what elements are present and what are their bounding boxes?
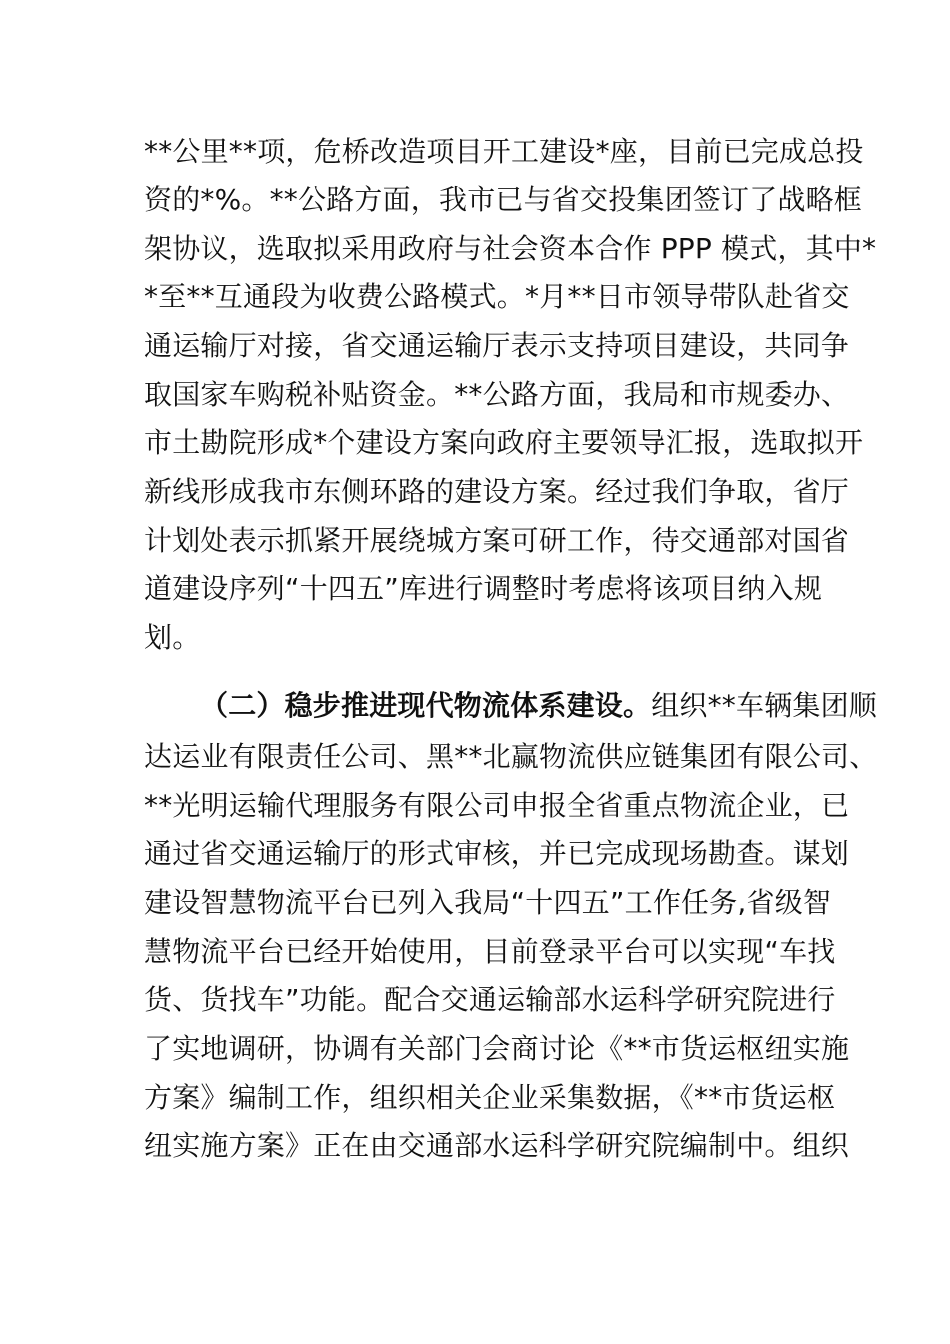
- text-line: 了实地调研，协调有关部门会商讨论《**市货运枢纽实施: [144, 1032, 850, 1065]
- text-line: [200, 686, 877, 726]
- section-heading: （二）稳步推进现代物流体系建设。: [200, 689, 652, 722]
- heading-line-rest: 组织**车辆集团顺: [651, 689, 878, 722]
- text-line: 市土勘院形成*个建设方案向政府主要领导汇报，选取拟开: [144, 426, 864, 459]
- text-line: 通过省交通运输厅的形式审核，并已完成现场勘查。谋划: [144, 837, 850, 870]
- text-line: 慧物流平台已经开始使用，目前登录平台可以实现“车找: [144, 935, 836, 968]
- text-line: 方案》编制工作，组织相关企业采集数据，《**市货运枢: [144, 1081, 836, 1114]
- text-line: 达运业有限责任公司、黑**北赢物流供应链集团有限公司、: [144, 740, 878, 773]
- text-line: 架协议，选取拟采用政府与社会资本合作 PPP 模式，其中*: [144, 232, 877, 265]
- text-line: 取国家车购税补贴资金。**公路方面，我局和市规委办、: [144, 378, 850, 411]
- text-line: 纽实施方案》正在由交通部水运科学研究院编制中。组织: [144, 1129, 850, 1162]
- text-line: 新线形成我市东侧环路的建设方案。经过我们争取，省厅: [144, 475, 850, 508]
- text-line: *至**互通段为收费公路模式。*月**日市领导带队赴省交: [144, 280, 850, 313]
- text-line: **光明运输代理服务有限公司申报全省重点物流企业，已: [144, 789, 850, 822]
- text-line: 划。: [144, 621, 201, 654]
- text-line: 建设智慧物流平台已列入我局“十四五”工作任务,省级智: [144, 886, 832, 919]
- text-line: **公里**项，危桥改造项目开工建设*座，目前已完成总投: [144, 135, 864, 168]
- text-line: 计划处表示抓紧开展绕城方案可研工作，待交通部对国省: [144, 524, 850, 557]
- text-line: 资的*%。**公路方面，我市已与省交投集团签订了战略框: [144, 183, 863, 216]
- text-line: 货、货找车”功能。配合交通运输部水运科学研究院进行: [144, 983, 836, 1016]
- text-line: 通运输厅对接，省交通运输厅表示支持项目建设，共同争: [144, 329, 850, 362]
- text-line: 道建设序列“十四五”库进行调整时考虑将该项目纳入规: [144, 572, 823, 605]
